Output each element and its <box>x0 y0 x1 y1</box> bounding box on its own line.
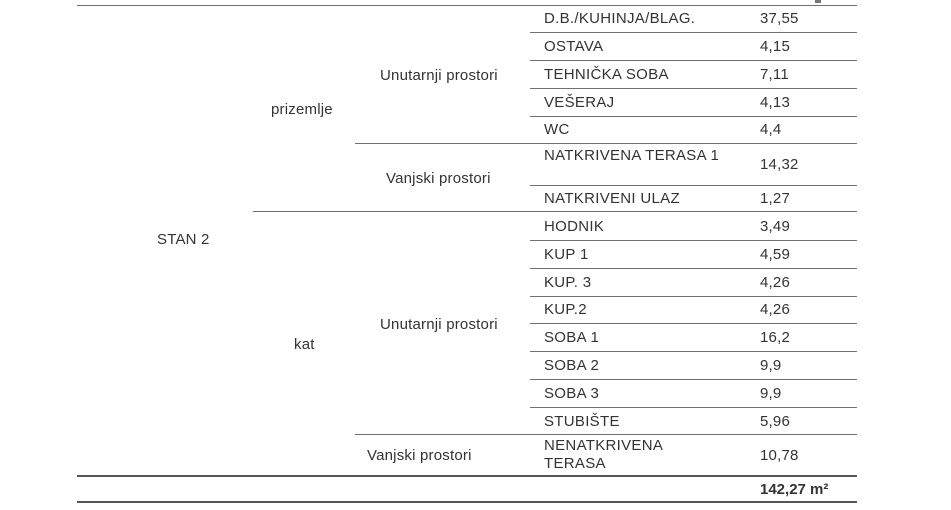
row-separator <box>530 296 857 297</box>
room-area: 4,4 <box>760 121 782 138</box>
floor-label-prizemlje: prizemlje <box>271 101 333 118</box>
room-name: HODNIK <box>544 218 605 235</box>
room-area: 37,55 <box>760 10 799 27</box>
room-area: 16,2 <box>760 329 790 346</box>
group-label-kat-inner: Unutarnji prostori <box>380 316 498 333</box>
room-name: TEHNIČKA SOBA <box>544 66 669 83</box>
room-area: 1,27 <box>760 190 790 207</box>
floor-label-kat: kat <box>294 336 315 353</box>
total-area: 142,27 m² <box>760 481 829 498</box>
room-name: KUP.2 <box>544 301 587 318</box>
room-name: SOBA 2 <box>544 357 600 374</box>
room-name: NENATKRIVENA TERASA <box>544 437 663 472</box>
table-bottom-border <box>77 501 857 503</box>
row-separator <box>530 323 857 324</box>
room-name: D.B./KUHINJA/BLAG. <box>544 10 696 27</box>
room-name: NATKRIVENA TERASA 1 <box>544 147 720 164</box>
room-area: 10,78 <box>760 447 799 464</box>
group-label-prizemlje-inner: Unutarnji prostori <box>380 67 498 84</box>
room-name: VEŠERAJ <box>544 94 615 111</box>
group-label-kat-outer: Vanjski prostori <box>367 447 472 464</box>
room-area: 3,49 <box>760 218 790 235</box>
group-separator <box>355 143 857 144</box>
floor-separator <box>253 211 857 212</box>
room-name: SOBA 1 <box>544 329 600 346</box>
table-top-border <box>77 5 857 6</box>
room-area: 4,26 <box>760 274 790 291</box>
table-edge-mark <box>815 0 821 3</box>
room-name: KUP 1 <box>544 246 589 263</box>
row-separator <box>530 379 857 380</box>
room-name: KUP. 3 <box>544 274 592 291</box>
group-label-prizemlje-outer: Vanjski prostori <box>386 170 491 187</box>
total-top-border <box>77 475 857 477</box>
group-separator <box>355 434 857 435</box>
room-name: WC <box>544 121 570 138</box>
row-separator <box>530 88 857 89</box>
room-area: 4,26 <box>760 301 790 318</box>
unit-label: STAN 2 <box>157 231 210 248</box>
room-name: STUBIŠTE <box>544 413 620 430</box>
room-name: OSTAVA <box>544 38 604 55</box>
room-area: 9,9 <box>760 357 782 374</box>
row-separator <box>530 240 857 241</box>
row-separator <box>530 116 857 117</box>
row-separator <box>530 60 857 61</box>
room-area: 4,59 <box>760 246 790 263</box>
room-area: 4,15 <box>760 38 790 55</box>
room-area: 14,32 <box>760 156 799 173</box>
room-name: SOBA 3 <box>544 385 600 402</box>
row-separator <box>530 268 857 269</box>
row-separator <box>530 407 857 408</box>
room-area: 9,9 <box>760 385 782 402</box>
row-separator <box>530 351 857 352</box>
room-area: 7,11 <box>760 66 789 83</box>
row-separator <box>530 32 857 33</box>
room-name: NATKRIVENI ULAZ <box>544 190 680 207</box>
room-area: 5,96 <box>760 413 790 430</box>
room-area: 4,13 <box>760 94 790 111</box>
row-separator <box>530 185 857 186</box>
